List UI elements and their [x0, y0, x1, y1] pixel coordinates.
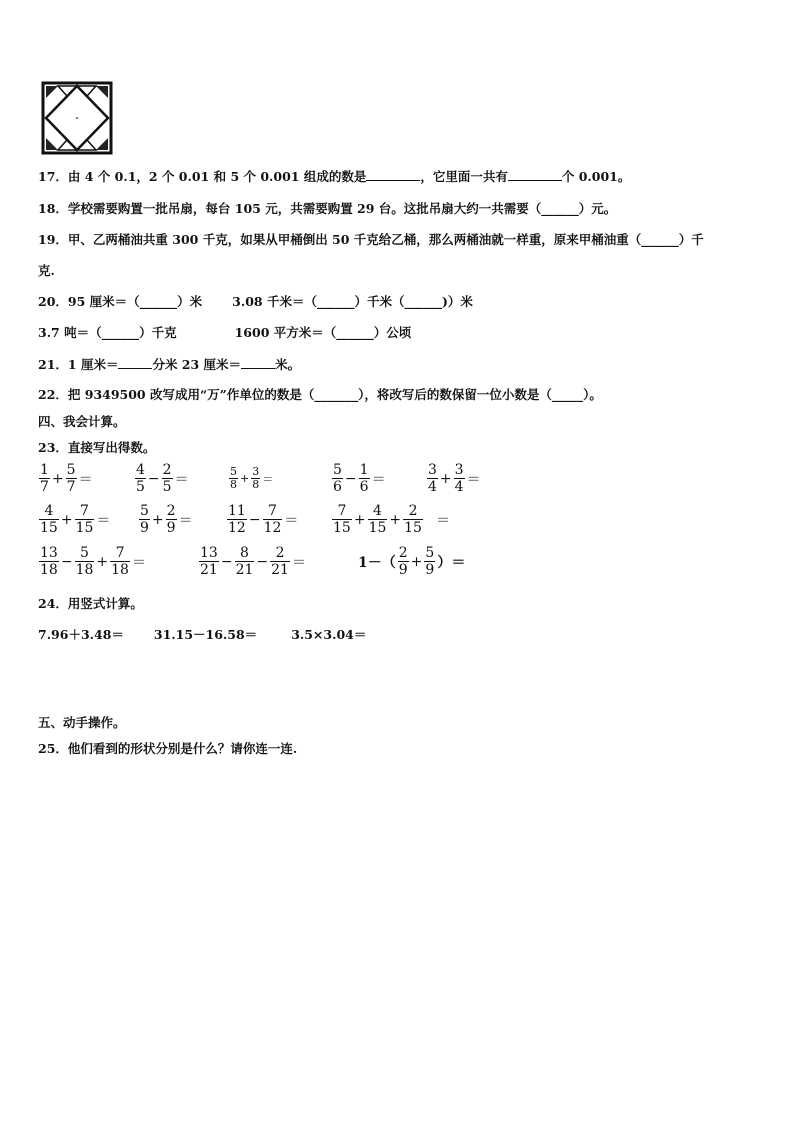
- operator: ＝: [178, 512, 193, 529]
- operator: ＝: [371, 471, 386, 488]
- answer-blank[interactable]: [118, 356, 152, 369]
- q17-text-b: ，它里面一共有: [420, 169, 508, 184]
- operator: −: [60, 553, 73, 570]
- denominator: 21: [235, 562, 254, 578]
- question-20: [38, 292, 473, 310]
- operator: ）＝: [437, 554, 466, 571]
- denominator: 12: [228, 520, 246, 536]
- vertical-calc-row: [38, 625, 366, 643]
- numerator: 5: [140, 503, 149, 519]
- q21-text-b: 分米 23 厘米＝: [152, 357, 242, 372]
- numerator: 2: [275, 545, 285, 561]
- numerator: 5: [66, 462, 76, 478]
- numerator: 13: [40, 545, 58, 561]
- denominator: 21: [271, 562, 289, 578]
- calc-item: [331, 503, 451, 536]
- fraction: [251, 466, 260, 491]
- numerator: 5: [230, 465, 237, 478]
- denominator: 5: [162, 479, 172, 495]
- operator: ＝: [284, 512, 299, 529]
- numerator: 2: [166, 503, 176, 519]
- denominator: 9: [140, 520, 149, 536]
- fraction: [66, 462, 77, 495]
- operator: −: [220, 553, 233, 570]
- question-25: 25．他们看到的形状分别是什么？请你连一连.: [38, 741, 298, 756]
- denominator: 15: [333, 520, 351, 536]
- q20b-text-b: 1600 平方米＝（______）公顷: [234, 325, 412, 340]
- fraction: [39, 462, 50, 495]
- operator: ＝: [131, 554, 146, 571]
- operator: +: [439, 470, 452, 487]
- denominator: 18: [111, 562, 129, 578]
- operator: +: [60, 511, 73, 528]
- operator: −: [248, 511, 261, 528]
- section-5-heading: 五、动手操作。: [38, 715, 126, 730]
- numerator: 1: [359, 462, 369, 478]
- operator: ＝: [291, 554, 306, 571]
- fraction: [166, 503, 177, 536]
- fraction: [199, 545, 219, 578]
- denominator: 4: [428, 479, 437, 495]
- fraction: [368, 503, 388, 536]
- numerator: 2: [408, 503, 418, 519]
- fraction: [227, 503, 247, 536]
- numerator: 4: [373, 503, 382, 519]
- denominator: 6: [333, 479, 342, 495]
- fraction: [135, 462, 146, 495]
- numerator: 3: [252, 465, 260, 478]
- numerator: 8: [240, 545, 249, 561]
- numerator: 7: [80, 503, 89, 519]
- question-18: 18．学校需要购置一批吊扇，每台 105 元，共需要购置 29 台。这批吊扇大约一共需要（______）元。: [38, 201, 617, 216]
- q17-text-c: 个 0.001。: [561, 169, 631, 184]
- q21-text-c: 米。: [275, 357, 301, 372]
- fraction: [229, 466, 238, 491]
- calc-item: [138, 503, 194, 536]
- calc-item: [38, 503, 111, 536]
- numerator: 5: [80, 545, 89, 561]
- question-19-line1: 19．甲、乙两桶油共重 300 千克，如果从甲桶倒出 50 千克给乙桶，那么两桶油就一样重，原来甲桶油重（______）千: [38, 232, 704, 247]
- fraction: [39, 545, 59, 578]
- operator: ＝: [466, 471, 481, 488]
- operator: ＝: [174, 471, 189, 488]
- denominator: 4: [454, 479, 464, 495]
- denominator: 18: [75, 562, 94, 578]
- fraction: [75, 503, 95, 536]
- calc-item: [426, 462, 482, 495]
- numerator: 11: [228, 503, 246, 519]
- calc-item: [134, 462, 190, 495]
- q21-text-a: 21．1 厘米＝: [38, 357, 119, 372]
- fraction: [39, 503, 59, 536]
- numerator: 3: [428, 462, 437, 478]
- operator: ＝: [78, 471, 93, 488]
- operator: +: [353, 511, 366, 528]
- operator: +: [51, 470, 64, 487]
- question-21: [38, 355, 300, 373]
- question-19-line2: 克.: [38, 263, 55, 278]
- denominator: 15: [368, 520, 387, 536]
- numerator: 4: [44, 503, 54, 519]
- calc-item: [38, 545, 147, 578]
- operator: −: [147, 470, 160, 487]
- numerator: 3: [454, 462, 464, 478]
- denominator: 21: [200, 562, 218, 578]
- denominator: 9: [425, 562, 435, 578]
- numerator: 5: [425, 545, 435, 561]
- operator: ＝: [262, 472, 274, 486]
- fraction: [332, 462, 343, 495]
- denominator: 12: [263, 520, 282, 536]
- question-22: 22．把 9349500 改写成用“万”作单位的数是（_______），将改写后的数保留一位小数是（_____）。: [38, 387, 602, 402]
- numerator: 4: [136, 462, 145, 478]
- question-17: [38, 167, 630, 185]
- operator: +: [389, 511, 402, 528]
- denominator: 15: [404, 520, 422, 536]
- calc-item: [228, 466, 274, 491]
- calc-item: [198, 545, 307, 578]
- calc-item: [38, 462, 94, 495]
- denominator: 8: [252, 478, 260, 491]
- fraction: [403, 503, 423, 536]
- operator: +: [240, 472, 250, 485]
- question-23: 23．直接写出得数。: [38, 440, 156, 455]
- operator: +: [410, 553, 423, 570]
- fraction: [110, 545, 130, 578]
- q20-text-a: 20．95 厘米＝（______）米: [38, 294, 203, 309]
- operator: +: [151, 511, 164, 528]
- denominator: 15: [40, 520, 58, 536]
- vertical-calc-item: 7.96＋3.48＝: [38, 627, 124, 642]
- answer-blank[interactable]: [366, 168, 420, 181]
- numerator: 7: [268, 503, 277, 519]
- fraction: [398, 545, 409, 578]
- operator: −: [344, 470, 357, 487]
- fraction: [270, 545, 290, 578]
- denominator: 5: [136, 479, 145, 495]
- numerator: 1: [40, 462, 49, 478]
- denominator: 7: [40, 479, 49, 495]
- fraction: [75, 545, 95, 578]
- operator: −: [256, 553, 269, 570]
- numerator: 2: [398, 545, 408, 561]
- operator: +: [96, 553, 109, 570]
- numerator: 2: [162, 462, 172, 478]
- denominator: 9: [398, 562, 408, 578]
- operator: 1－（: [358, 554, 396, 571]
- denominator: 18: [40, 562, 58, 578]
- question-24: 24．用竖式计算。: [38, 596, 143, 611]
- operator: ＝: [435, 512, 450, 529]
- numerator: 7: [337, 503, 347, 519]
- fraction: [424, 545, 435, 578]
- denominator: 6: [359, 479, 369, 495]
- numerator: 7: [115, 545, 125, 561]
- fraction: [235, 545, 255, 578]
- fraction: [162, 462, 173, 495]
- calc-item: [226, 503, 299, 536]
- fraction: [427, 462, 438, 495]
- denominator: 7: [66, 479, 76, 495]
- calc-item: [357, 545, 466, 578]
- denominator: 8: [230, 478, 237, 491]
- vertical-calc-item: 3.5×3.04＝: [291, 627, 367, 642]
- q20b-text-a: 3.7 吨＝（______）千克: [38, 325, 177, 340]
- fraction: [139, 503, 150, 536]
- fraction: [263, 503, 283, 536]
- numerator: 13: [200, 545, 218, 561]
- q20-text-b: 3.08 千米＝（______）千米（______)）米: [232, 294, 473, 309]
- square-diamond-figure: [40, 80, 114, 156]
- operator: ＝: [96, 512, 111, 529]
- question-20b: [38, 323, 411, 341]
- q17-text-a: 17．由 4 个 0.1，2 个 0.01 和 5 个 0.001 组成的数是: [38, 169, 367, 184]
- calc-item: [331, 462, 387, 495]
- fraction: [454, 462, 465, 495]
- vertical-calc-item: 31.15－16.58＝: [153, 627, 258, 642]
- denominator: 15: [75, 520, 94, 536]
- answer-blank[interactable]: [241, 356, 275, 369]
- fraction: [332, 503, 352, 536]
- numerator: 5: [333, 462, 342, 478]
- section-4-heading: 四、我会计算。: [38, 414, 126, 429]
- answer-blank[interactable]: [508, 168, 562, 181]
- fraction: [359, 462, 370, 495]
- denominator: 9: [166, 520, 176, 536]
